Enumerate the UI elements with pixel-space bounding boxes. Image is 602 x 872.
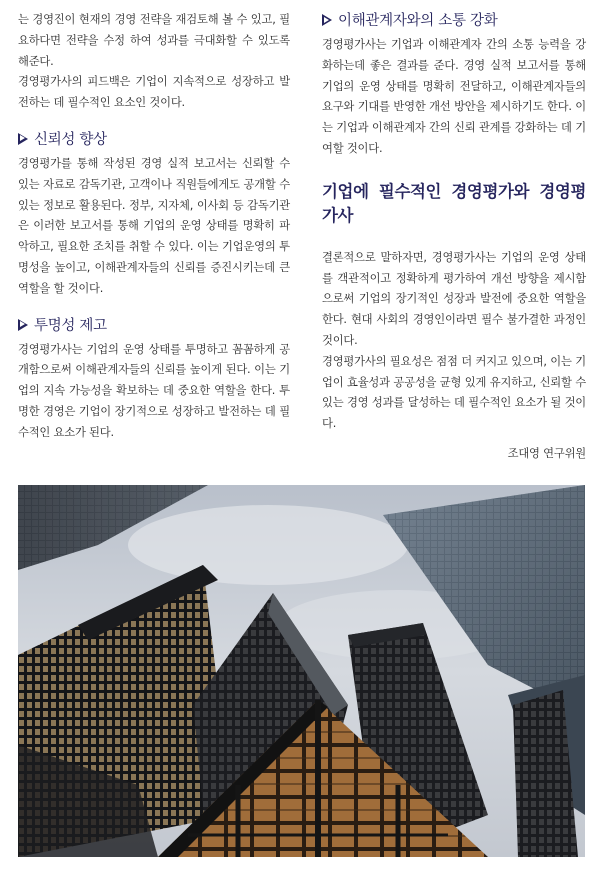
intro-paragraph-2: 경영평가사의 피드백은 기업이 지속적으로 성장하고 발전하는 데 필수적인 요소인 것이다. <box>18 75 290 110</box>
conclusion-paragraph-1: 결론적으로 말하자면, 경영평가사는 기업의 운영 상태를 객관적이고 정확하게 평가하여 개선 방향을 제시함으로써 기업의 장기적인 성장과 발전에 중요한 역할을 한다. 현대 사회의 경영인이라면 필수 불가결한 과정인 것이다. <box>322 250 586 347</box>
section-title-communication: 이해관계자와의 소통 강화 <box>322 10 586 32</box>
left-column <box>18 10 290 444</box>
section-body-transparency: 경영평가사는 기업의 운영 상태를 투명하고 꼼꼼하게 공개함으로써 이해관계자들의 신뢰를 높이게 된다. 이는 기업의 지속 가능성을 확보하는 데 중요한 역할을 한다. 투명한 경영은 기업이 장기적으로 성장하고 발전하는 데 필수적인 요소가 된다. <box>18 342 290 439</box>
conclusion-paragraph-2: 경영평가사의 필요성은 점점 더 커지고 있으며, 이는 기업이 효율성과 공공성을 균형 있게 유지하고, 신뢰할 수 있는 경영 성과를 달성하는 데 필수적인 요소가 될 것이다. <box>322 354 586 431</box>
triangle-bullet-icon <box>18 133 28 145</box>
section-body-communication: 경영평가사는 기업과 이해관계자 간의 소통 능력을 강화하는데 좋은 결과를 준다. 경영 실적 보고서를 통해 기업의 운영 상태를 명확히 전달하고, 이해관계자들의 요구와 기대를 반영한 개선 방안을 제시하기도 한다. 이는 기업과 이해관계자 간의 신뢰 관계를 강화하는 데 기여할 것이다. <box>322 38 586 155</box>
author-name: 조대영 연구위원 <box>507 446 586 460</box>
section-title-reliability: 신뢰성 향상 <box>18 129 290 151</box>
section-title-transparency: 투명성 제고 <box>18 315 290 337</box>
triangle-bullet-icon <box>18 319 28 331</box>
section-body-reliability: 경영평가를 통해 작성된 경영 실적 보고서는 신뢰할 수 있는 자료로 감독기관, 고객이나 직원들에게도 공개할 수 있는 정보로 활용된다. 정부, 지자체, 이사회 등 감독기관은 이러한 보고서를 통해 기업의 운영 상태를 명확히 파악하고, 필요한 조치를 취할 수 있다. 이는 기업운영의 투명성을 높이고, 이해관계자들의 신뢰를 증진시키는데 큰 역할을 할 것이다. <box>18 156 290 295</box>
right-column <box>322 10 586 465</box>
intro-paragraph: 는 경영진이 현재의 경영 전략을 재검토해 볼 수 있고, 필요하다면 전략을 수정 하여 성과를 극대화할 수 있도록 해준다. <box>18 13 290 68</box>
skyscrapers-photo <box>18 485 585 857</box>
triangle-bullet-icon <box>322 14 332 26</box>
conclusion-title: 기업에 필수적인 경영평가와 경영평가사 <box>322 181 586 225</box>
